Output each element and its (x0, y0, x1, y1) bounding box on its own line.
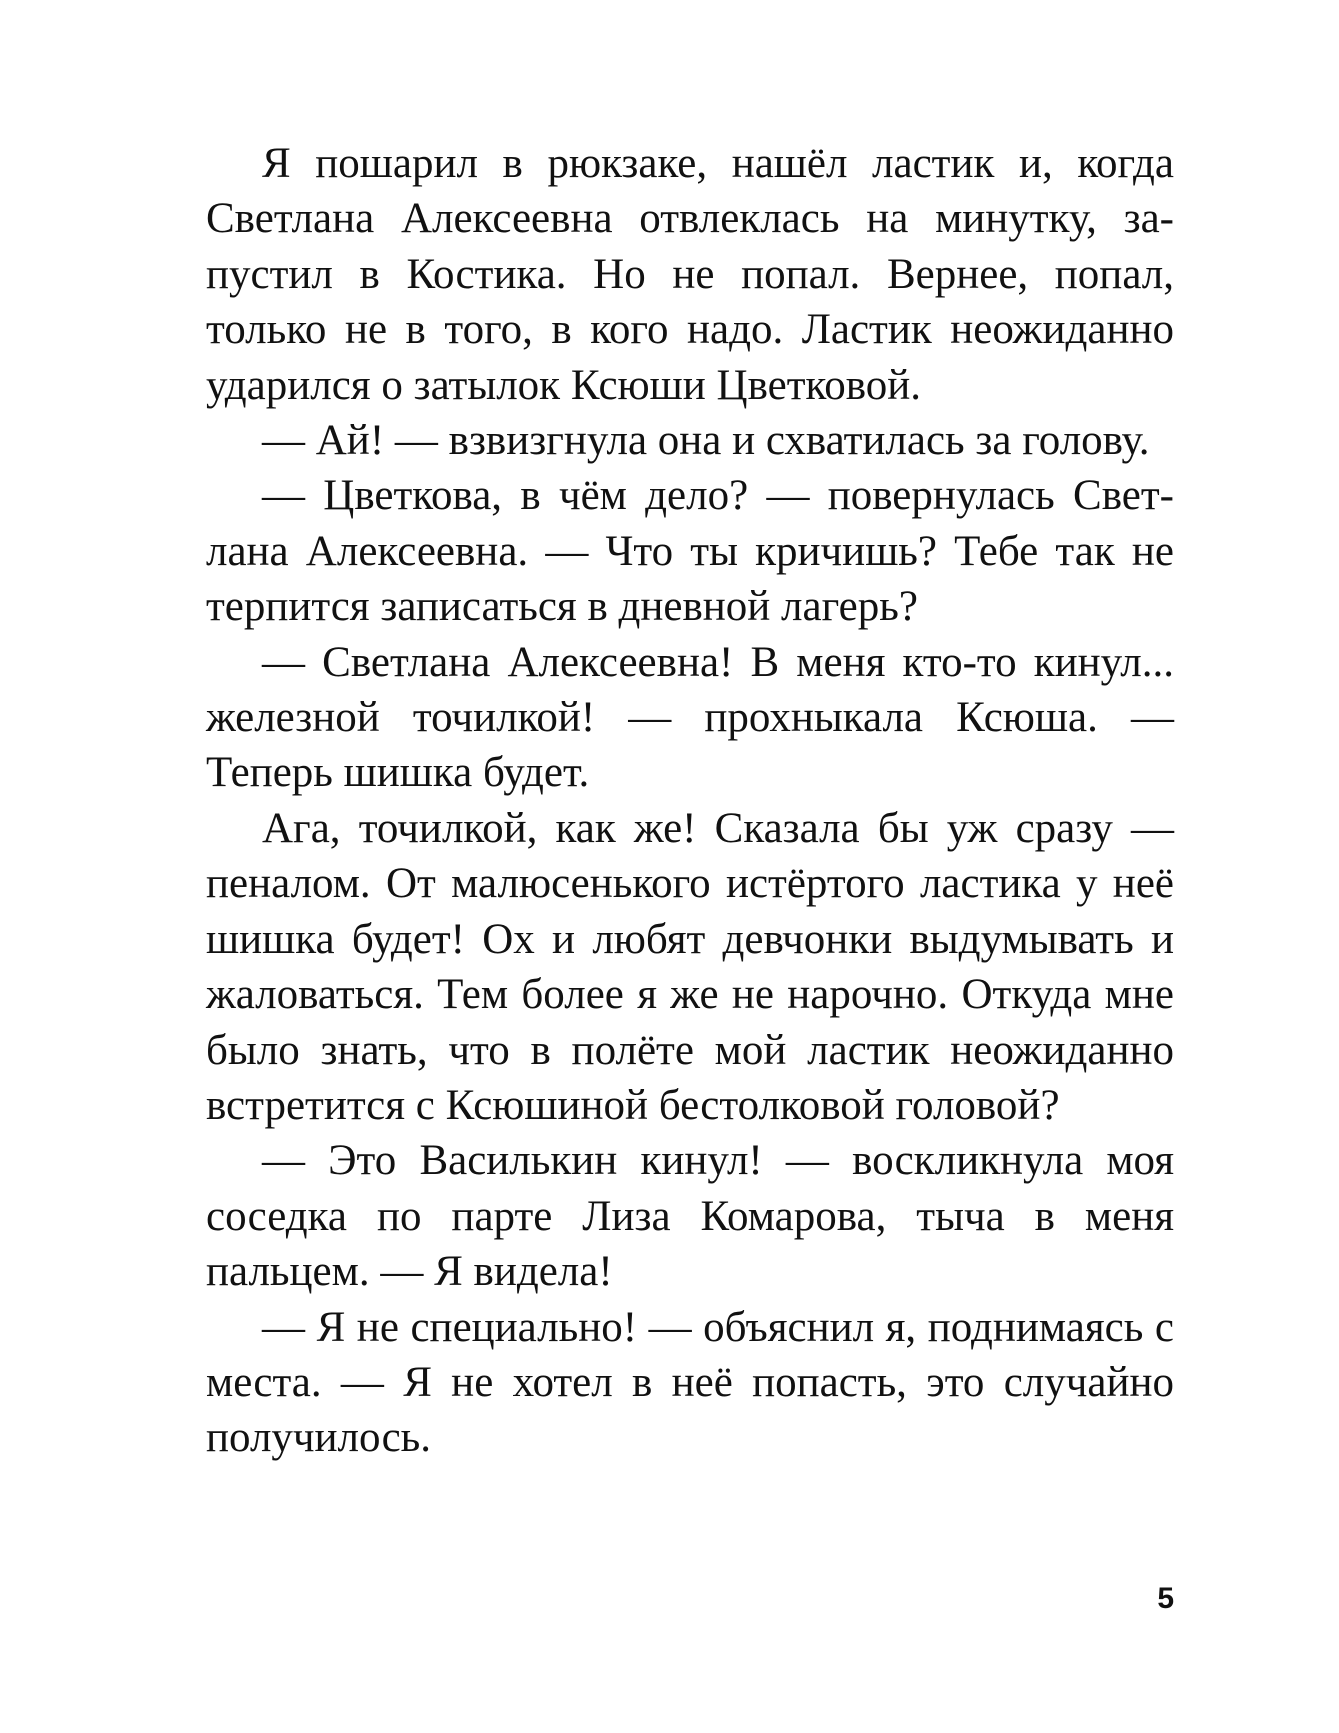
paragraph-7: — Я не специально! — объяснил я, поднимаясь с места. — Я не хотел в неё попасть, это случайно получилось. (206, 1303, 1174, 1462)
paragraph-4: — Светлана Алексеевна! В меня кто-то кинул... железной точилкой! — прохныкала Ксюша. — Теперь шишка будет. (206, 638, 1174, 797)
paragraph-5: Ага, точилкой, как же! Сказала бы уж сразу — пеналом. От малюсенького истёртого ластика у неё шишка будет! Ох и любят девчонки выдумывать и жаловаться. Тем более я же не нарочно. Откуда мне было знать, что в полёте мой ластик неожиданно встретится с Ксюшиной бестолковой головой? (206, 804, 1174, 1129)
paragraph-6: — Это Василькин кинул! — воскликнула моя соседка по парте Лиза Комарова, тыча в меня пальцем. — Я видела! (206, 1137, 1174, 1296)
paragraph-2: — Ай! — взвизгнула она и схватилась за голову. (262, 417, 1150, 465)
paragraph-3: — Цветкова, в чём дело? — повернулась Светлана Алексеевна. — Что ты кричишь? Тебе так не терпится записаться в дневной лагерь? (206, 472, 1174, 631)
paragraph-1: Я пошарил в рюкзаке, нашёл ластик и, когда Светлана Алексеевна отвлеклась на минутку, запустил в Костика. Но не попал. Вернее, попал, только не в того, в кого надо. Ластик неожиданно ударился о затылок Ксюши Цветковой. (206, 140, 1174, 409)
page-number: 5 (1157, 1582, 1174, 1615)
body-text (206, 136, 1174, 1466)
